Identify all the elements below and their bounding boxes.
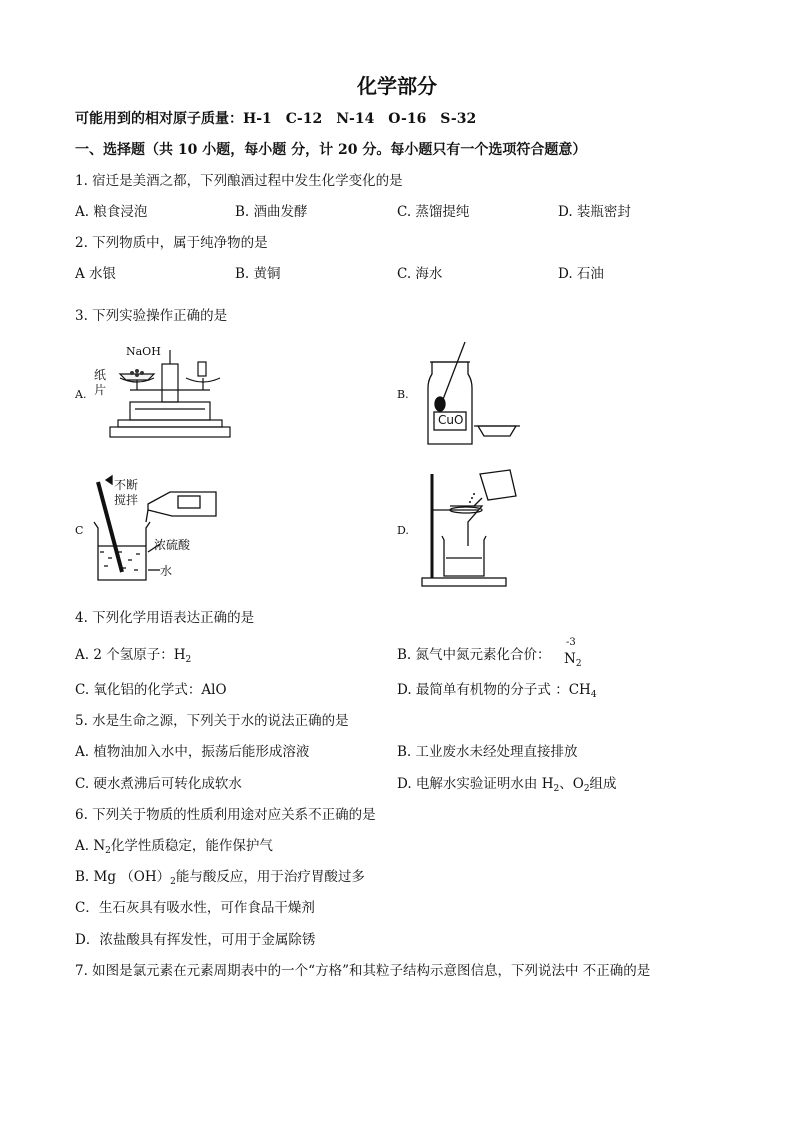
- page-title: 化学部分: [357, 74, 437, 98]
- q3-option-d: D.: [397, 524, 409, 537]
- q2-option-d: D. 石油: [558, 266, 604, 282]
- q6-a-text-2: 化学性质稳定，能作保护气: [110, 838, 273, 854]
- q4-d-text: D. 最简单有机物的分子式 ：CH: [397, 682, 591, 698]
- q5-d-text-3: 组成: [589, 776, 617, 792]
- q6-b-text-1: B. Mg （OH）: [75, 869, 171, 885]
- q6-option-c: C．生石灰具有吸水性，可作食品干燥剂: [75, 900, 315, 916]
- q4-d-sub: 4: [590, 690, 597, 700]
- q4-b-formula: [564, 650, 582, 673]
- q5-d-text-1: D. 电解水实验证明水由 H: [397, 776, 554, 792]
- q6-option-a: [75, 837, 273, 860]
- q5-option-a: A. 植物油加入水中，振荡后能形成溶液: [75, 744, 310, 760]
- q5-stem: 5. 水是生命之源，下列关于水的说法正确的是: [75, 713, 349, 729]
- q3-stem: 3. 下列实验操作正确的是: [75, 308, 228, 324]
- q4-b-n: N: [564, 651, 576, 667]
- label-paper-1: 纸: [94, 368, 107, 382]
- q4-option-b: B. 氮气中氮元素化合价：: [397, 647, 551, 663]
- q4-a-text: A. 2 个氢原子：H: [75, 647, 186, 663]
- q4-option-d: [397, 681, 597, 704]
- q4-stem: 4. 下列化学用语表达正确的是: [75, 610, 255, 626]
- section-heading: 一、选择题（共 10 小题，每小题 分，计 20 分。每小题只有一个选项符合题意）: [75, 142, 587, 158]
- acid-dilution-figure: [88, 474, 258, 586]
- q5-d-sub-2: 2: [583, 784, 590, 794]
- q7-stem: 7. 如图是氯元素在元素周期表中的一个“方格”和其粒子结构示意图信息，下列说法中 不正确的是: [75, 963, 651, 979]
- balance-figure: [90, 342, 240, 442]
- filtration-figure: [418, 466, 528, 591]
- q6-a-sub: 2: [105, 846, 111, 856]
- q1-option-c: C. 蒸馏提纯: [397, 204, 470, 220]
- q2-option-b: B. 黄铜: [235, 266, 281, 282]
- q1-option-d: D. 装瓶密封: [558, 204, 631, 220]
- q1-stem: 1. 宿迁是美酒之都，下列酿酒过程中发生化学变化的是: [75, 173, 403, 189]
- q5-d-sub-1: 2: [553, 784, 560, 794]
- q4-b-sub: 2: [575, 659, 582, 669]
- label-keep-stirring-2: 搅拌: [114, 493, 139, 507]
- q1-option-b: B. 酒曲发酵: [235, 204, 308, 220]
- q3-option-a: A.: [75, 388, 87, 401]
- atomic-masses-line: 可能用到的相对原子质量：H-1 C-12 N-14 O-16 S-32: [75, 111, 477, 127]
- q5-option-d: [397, 775, 617, 798]
- reagent-bottle-figure: [420, 340, 530, 450]
- label-paper-2: 片: [94, 383, 107, 397]
- q5-d-text-2: 、O: [559, 776, 584, 792]
- q5-option-b: B. 工业废水未经处理直接排放: [397, 744, 578, 760]
- q6-a-text-1: A. N: [75, 838, 106, 854]
- q6-b-text-2: 能与酸反应，用于治疗胃酸过多: [175, 869, 365, 885]
- q4-b-charge: -3: [566, 637, 576, 648]
- q6-b-sub: 2: [170, 877, 176, 887]
- q6-option-b: [75, 868, 365, 891]
- q6-stem: 6. 下列关于物质的性质利用途对应关系不正确的是: [75, 807, 376, 823]
- q3-option-b: B.: [397, 388, 409, 401]
- q5-option-c: C. 硬水煮沸后可转化成软水: [75, 776, 242, 792]
- q6-option-d: D．浓盐酸具有挥发性，可用于金属除锈: [75, 932, 316, 948]
- label-water: 水: [160, 564, 173, 578]
- label-keep-stirring-1: 不断: [114, 478, 139, 492]
- label-naoh: NaOH: [126, 345, 161, 358]
- q1-option-a: A. 粮食浸泡: [75, 204, 148, 220]
- label-cuo: CuO: [438, 413, 464, 427]
- label-conc-sulfuric-acid: 浓硫酸: [154, 538, 191, 552]
- q4-option-c: C. 氧化铝的化学式：AlO: [75, 682, 227, 698]
- q2-option-c: C. 海水: [397, 266, 443, 282]
- q4-option-a: [75, 646, 191, 669]
- q3-option-c: C: [75, 524, 84, 537]
- q2-stem: 2. 下列物质中，属于纯净物的是: [75, 235, 268, 251]
- q4-a-sub: 2: [185, 655, 192, 665]
- q2-option-a: A 水银: [75, 266, 117, 282]
